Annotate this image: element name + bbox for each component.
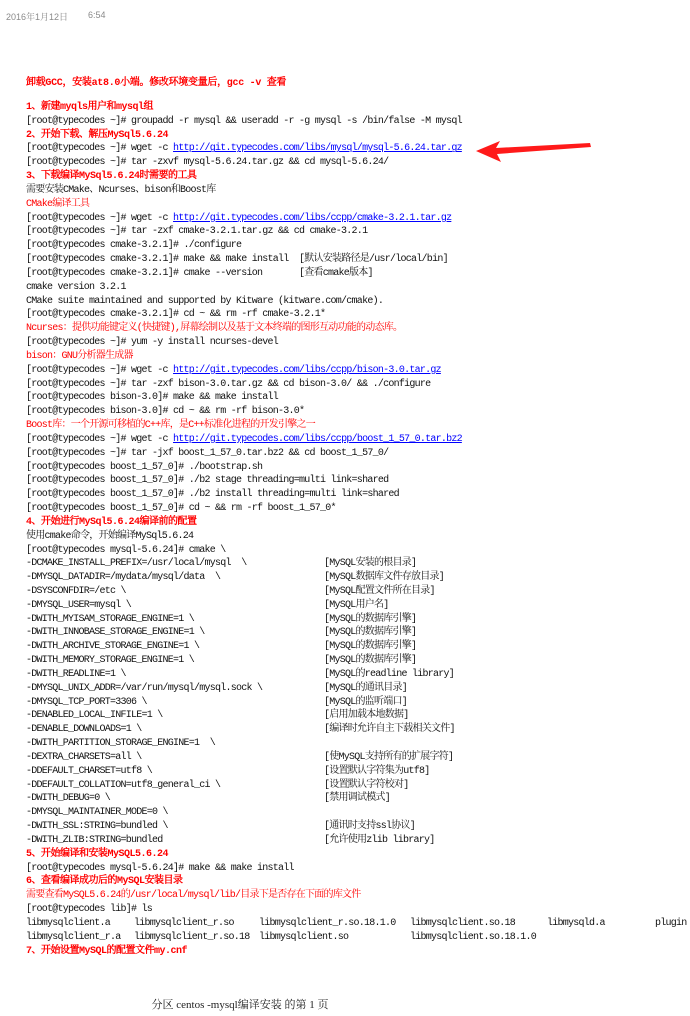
code-line xyxy=(26,488,690,502)
code-line xyxy=(26,544,690,558)
option-comment: [启用加载本地数据] xyxy=(324,710,409,722)
line-text: [root@typecodes ~]# groupadd -r mysql && useradd -r -g mysql -s /bin/false -M mysql xyxy=(26,115,462,127)
line-text: 7、开始设置MySQL的配置文件my.cnf xyxy=(26,945,188,957)
code-line xyxy=(26,295,690,309)
section-heading xyxy=(26,516,690,530)
line-text: [root@typecodes boost_1_57_0]# ./bootstrap.sh xyxy=(26,461,263,473)
line-text: 3、下载编译MySql5.6.24时需要的工具 xyxy=(26,171,197,183)
code-line xyxy=(26,212,690,226)
line-text: [root@typecodes ~]# tar -jxf boost_1_57_0.tar.bz2 && cd boost_1_57_0/ xyxy=(26,447,389,459)
code-line xyxy=(26,225,690,239)
code-line xyxy=(26,654,690,668)
line-text: [root@typecodes cmake-3.2.1]# make && make install [默认安装路径是/usr/local/bin] xyxy=(26,254,448,266)
note-line xyxy=(26,419,690,433)
section-heading xyxy=(26,101,690,115)
page-title: 卸载GCC，安装at8.0小端。修改环境变量后，gcc -v 查看 xyxy=(26,78,287,89)
line-text: -DWITH_ZLIB:STRING=bundled xyxy=(26,834,163,846)
option-comment: [MySQL用户名] xyxy=(324,599,389,611)
code-line xyxy=(26,336,690,350)
section-heading xyxy=(26,875,690,889)
line-text: -DMYSQL_DATADIR=/mydata/mysql/data \ xyxy=(26,572,221,584)
line-text: [root@typecodes mysql-5.6.24]# make && make install xyxy=(26,862,294,874)
note-line xyxy=(26,350,690,364)
file-name: libmysqlclient_r.so xyxy=(134,917,234,929)
line-text: [root@typecodes ~]# yum -y install ncurses-devel xyxy=(26,337,279,349)
code-line xyxy=(26,917,690,931)
option-comment: [使MySQL支持所有的扩展字符] xyxy=(324,751,454,763)
page-footer: 分区 centos -mysql编译安装 的第 1 页 xyxy=(151,999,329,1011)
line-text: [root@typecodes bison-3.0]# cd ~ && rm -rf bison-3.0* xyxy=(26,406,305,418)
code-line xyxy=(26,903,690,917)
line-text: [root@typecodes cmake-3.2.1]# cd ~ && rm -rf cmake-3.2.1* xyxy=(26,309,326,321)
code-line xyxy=(26,391,690,405)
line-text: [root@typecodes ~]# wget -c xyxy=(26,212,174,224)
line-text: [root@typecodes ~]# tar -zxf cmake-3.2.1.tar.gz && cd cmake-3.2.1 xyxy=(26,226,368,238)
line-text: [root@typecodes ~]# tar -zxf bison-3.0.tar.gz && cd bison-3.0/ && ./configure xyxy=(26,378,431,390)
download-link[interactable]: http://git.typecodes.com/libs/mysql/mysql-5.6.24.tar.gz xyxy=(173,143,462,155)
line-text: [root@typecodes boost_1_57_0]# ./b2 install threading=multi link=shared xyxy=(26,489,399,501)
code-line xyxy=(26,779,690,793)
option-comment: [允许使用zlib library] xyxy=(324,834,435,846)
file-name: libmysqld.a xyxy=(547,917,605,929)
file-name: plugin xyxy=(655,917,687,929)
line-text: [root@typecodes boost_1_57_0]# cd ~ && rm -rf boost_1_57_0* xyxy=(26,503,336,515)
line-text: bison：GNU分析器生成器 xyxy=(26,350,133,362)
code-line xyxy=(26,433,690,447)
code-line xyxy=(26,378,690,392)
download-link[interactable]: http://git.typecodes.com/libs/ccpp/boost_1_57_0.tar.bz2 xyxy=(173,433,462,445)
line-text: -DEXTRA_CHARSETS=all \ xyxy=(26,751,142,763)
code-line xyxy=(26,626,690,640)
line-text: -DMYSQL_TCP_PORT=3306 \ xyxy=(26,696,147,708)
option-comment: [MySQL的数据库引擎] xyxy=(324,627,417,639)
code-line xyxy=(26,447,690,461)
section-heading xyxy=(26,848,690,862)
code-line xyxy=(26,709,690,723)
code-line xyxy=(26,267,690,281)
code-line xyxy=(26,530,690,544)
section-heading xyxy=(26,945,690,959)
line-text: -DDEFAULT_COLLATION=utf8_general_ci \ xyxy=(26,779,221,791)
code-line xyxy=(26,737,690,751)
code-line xyxy=(26,184,690,198)
code-line xyxy=(26,461,690,475)
line-text: -DWITH_MYISAM_STORAGE_ENGINE=1 \ xyxy=(26,613,195,625)
line-text: 6、查看编译成功后的MySQL安装目录 xyxy=(26,876,183,888)
line-text: CMake suite maintained and supported by Kitware (kitware.com/cmake). xyxy=(26,295,384,307)
line-text: [root@typecodes cmake-3.2.1]# cmake --version [查看cmake版本] xyxy=(26,267,373,279)
code-line xyxy=(26,405,690,419)
line-text: -DENABLE_DOWNLOADS=1 \ xyxy=(26,724,142,736)
option-comment: [MySQL的readline library] xyxy=(324,668,455,680)
line-text: -DMYSQL_UNIX_ADDR=/var/run/mysql/mysql.sock \ xyxy=(26,682,263,694)
document-body xyxy=(26,101,690,958)
line-text: [root@typecodes ~]# tar -zxvf mysql-5.6.24.tar.gz && cd mysql-5.6.24/ xyxy=(26,157,389,169)
line-text: [root@typecodes boost_1_57_0]# ./b2 stage threading=multi link=shared xyxy=(26,475,389,487)
code-line xyxy=(26,862,690,876)
line-text: -DMYSQL_MAINTAINER_MODE=0 \ xyxy=(26,807,168,819)
red-arrow-icon xyxy=(474,138,594,164)
code-line xyxy=(26,239,690,253)
line-text: -DMYSQL_USER=mysql \ xyxy=(26,599,132,611)
line-text: 需要安装CMake、Ncurses、bison和Boost库 xyxy=(26,184,216,196)
option-comment: [MySQL的监听端口] xyxy=(324,696,408,708)
code-line xyxy=(26,571,690,585)
line-text: -DWITH_READLINE=1 \ xyxy=(26,668,126,680)
file-name: libmysqlclient_r.so.18.1.0 xyxy=(259,917,396,929)
line-text: Ncurses：提供功能键定义(快捷键),屏幕绘制以及基于文本终端的图形互动功能的动态库。 xyxy=(26,323,403,335)
option-comment: [MySQL的数据库引擎] xyxy=(324,613,417,625)
code-line xyxy=(26,931,690,945)
file-name: libmysqlclient.so.18.1.0 xyxy=(410,931,537,943)
option-comment: [禁用调试模式] xyxy=(324,793,391,805)
code-line xyxy=(26,585,690,599)
code-line xyxy=(26,792,690,806)
line-text: -DWITH_DEBUG=0 \ xyxy=(26,793,111,805)
note-date: 2016年1月12日 xyxy=(6,12,69,22)
code-line xyxy=(26,281,690,295)
line-text: [root@typecodes bison-3.0]# make && make install xyxy=(26,392,279,404)
code-line xyxy=(26,806,690,820)
option-comment: [设置默认字符集为utf8] xyxy=(324,765,430,777)
note-line xyxy=(26,322,690,336)
section-heading xyxy=(26,170,690,184)
note-time: 6:54 xyxy=(88,10,106,20)
option-comment: [MySQL配置文件所在目录] xyxy=(324,585,435,597)
code-line xyxy=(26,557,690,571)
file-name: libmysqlclient_r.a xyxy=(26,931,121,943)
line-text: 4、开始进行MySql5.6.24编译前的配置 xyxy=(26,516,197,528)
line-text: [root@typecodes ~]# wget -c xyxy=(26,364,174,376)
download-link[interactable]: http://git.typecodes.com/libs/ccpp/bison-3.0.tar.gz xyxy=(173,364,441,376)
option-comment: [设置默认字符校对] xyxy=(324,779,409,791)
line-text: 使用cmake命令，开始编译MySql5.6.24 xyxy=(26,530,194,542)
code-line xyxy=(26,115,690,129)
line-text: -DENABLED_LOCAL_INFILE=1 \ xyxy=(26,710,163,722)
line-text: [root@typecodes ~]# wget -c xyxy=(26,433,174,445)
line-text: -DSYSCONFDIR=/etc \ xyxy=(26,585,126,597)
file-name: libmysqlclient_r.so.18 xyxy=(134,931,250,943)
option-comment: [MySQL的通讯目录] xyxy=(324,682,408,694)
option-comment: [MySQL的数据库引擎] xyxy=(324,655,417,667)
line-text: cmake version 3.2.1 xyxy=(26,281,126,293)
line-text: -DWITH_PARTITION_STORAGE_ENGINE=1 \ xyxy=(26,738,216,750)
code-line xyxy=(26,682,690,696)
code-line xyxy=(26,474,690,488)
note-line xyxy=(26,889,690,903)
code-line xyxy=(26,696,690,710)
line-text: [root@typecodes ~]# wget -c xyxy=(26,143,174,155)
file-name: libmysqlclient.a xyxy=(26,917,111,929)
line-text: 2、开始下载、解压MySql5.6.24 xyxy=(26,129,169,141)
line-text: -DWITH_ARCHIVE_STORAGE_ENGINE=1 \ xyxy=(26,641,200,653)
line-text: [root@typecodes mysql-5.6.24]# cmake \ xyxy=(26,544,226,556)
note-line xyxy=(26,198,690,212)
line-text: 1、新建myqls用户和mysql组 xyxy=(26,102,154,113)
code-line xyxy=(26,364,690,378)
code-line xyxy=(26,613,690,627)
code-line xyxy=(26,502,690,516)
file-name: libmysqlclient.so.18 xyxy=(410,917,516,929)
option-comment: [通讯时支持ssl协议] xyxy=(324,821,416,833)
option-comment: [MySQL的数据库引擎] xyxy=(324,641,417,653)
code-line xyxy=(26,308,690,322)
line-text: Boost库：一个开源可移植的C++库，是C++标准化进程的开发引擎之一 xyxy=(26,420,316,432)
option-comment: [MySQL安装的根目录] xyxy=(324,558,417,570)
option-comment: [MySQL数据库文件存放目录] xyxy=(324,572,445,584)
code-line xyxy=(26,820,690,834)
line-text: 5、开始编译和安装MySQL5.6.24 xyxy=(26,848,169,860)
code-line xyxy=(26,640,690,654)
line-text: -DDEFAULT_CHARSET=utf8 \ xyxy=(26,765,153,777)
code-line xyxy=(26,765,690,779)
line-text: [root@typecodes cmake-3.2.1]# ./configure xyxy=(26,240,242,252)
line-text: -DWITH_MEMORY_STORAGE_ENGINE=1 \ xyxy=(26,655,195,667)
line-text: -DCMAKE_INSTALL_PREFIX=/usr/local/mysql \ xyxy=(26,558,247,570)
line-text: 需要查看MySQL5.6.24的/usr/local/mysql/lib/目录下是否存在下面的库文件 xyxy=(26,890,361,902)
code-line xyxy=(26,253,690,267)
line-text: -DWITH_INNOBASE_STORAGE_ENGINE=1 \ xyxy=(26,627,205,639)
line-text: CMake编译工具 xyxy=(26,198,90,210)
code-line xyxy=(26,723,690,737)
line-text: -DWITH_SSL:STRING=bundled \ xyxy=(26,821,168,833)
code-line xyxy=(26,668,690,682)
file-name: libmysqlclient.so xyxy=(259,931,349,943)
option-comment: [编译时允许自主下载相关文件] xyxy=(324,724,455,736)
download-link[interactable]: http://git.typecodes.com/libs/ccpp/cmake-3.2.1.tar.gz xyxy=(173,212,452,224)
code-line xyxy=(26,599,690,613)
code-line xyxy=(26,834,690,848)
line-text: [root@typecodes lib]# ls xyxy=(26,904,153,916)
code-line xyxy=(26,751,690,765)
